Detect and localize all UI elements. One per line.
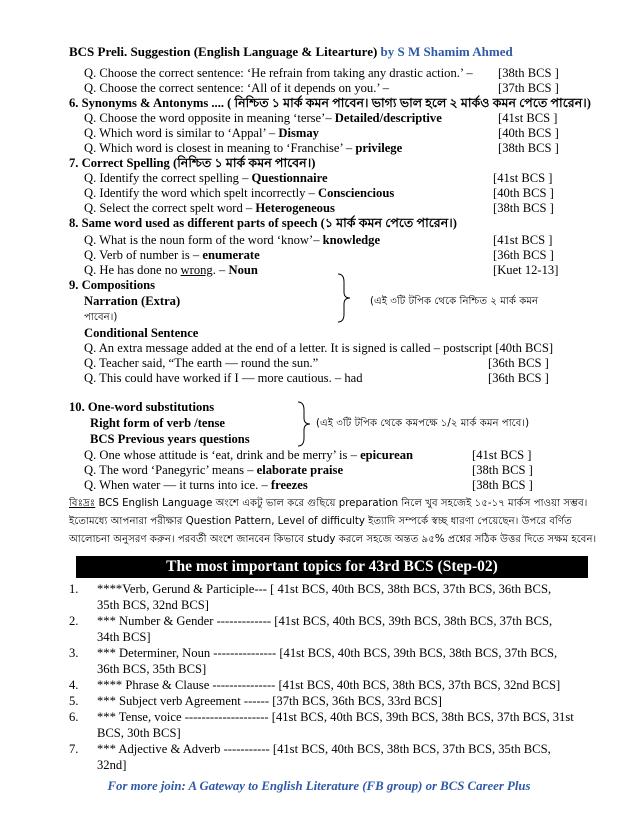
- question-line: Q. Verb of number is – enumerate: [84, 248, 260, 262]
- question-line: Q. Which word is closest in meaning to ‘Franchise’ – privilege: [84, 141, 403, 155]
- right-brace-icon: [336, 272, 352, 324]
- section-heading: 10. One-word substitutions: [69, 400, 215, 414]
- note-label: বিঃদ্রঃ: [69, 498, 96, 509]
- question-line: Q. This could have worked if I — more cautious. – had: [84, 371, 363, 385]
- section-heading: 8. Same word used as different parts of speech (১ মার্ক কমন পেতে পারেন।): [69, 216, 457, 230]
- question-line: Q. When water — it turns into ice. – freezes: [84, 478, 308, 492]
- bcs-ref: [36th BCS ]: [488, 371, 549, 385]
- bcs-ref: [Kuet 12-13]: [493, 263, 559, 277]
- question-line: Q. The word ‘Panegyric’ means – elaborate praise: [84, 463, 344, 477]
- topics-banner: The most important topics for 43rd BCS (Step-02): [76, 556, 588, 578]
- conditional-label: Conditional Sentence: [84, 326, 199, 340]
- topic-line-continued: 35th BCS, 32nd BCS]: [97, 598, 209, 612]
- question-line: Q. Choose the word opposite in meaning ‘terse’– Detailed/descriptive: [84, 111, 442, 125]
- topic-line-continued: 36th BCS, 35th BCS]: [97, 662, 207, 676]
- question-line: Q. An extra message added at the end of a letter. It is signed is called – postscript [40th BCS]: [84, 341, 554, 355]
- bcs-ref: [41st BCS ]: [493, 171, 553, 185]
- question-line: Q. Choose the correct sentence: ‘He refrain from taking any drastic action.’ –: [84, 66, 473, 80]
- topic-line: ****Verb, Gerund & Participle--- [ 41st BCS, 40th BCS, 38th BCS, 37th BCS, 36th BCS,: [97, 582, 552, 596]
- question-line: Q. He has done no wrong. – Noun: [84, 263, 258, 277]
- footer-text: For more join: A Gateway to English Literature (FB group) or BCS Career Plus: [107, 779, 531, 793]
- topic-number: 5.: [69, 694, 79, 708]
- question-line: Q. One whose attitude is ‘eat, drink and be merry’ is – epicurean: [84, 448, 414, 462]
- narration-note-continued: পাবেন।): [84, 312, 118, 323]
- note-paragraph-line: বিঃদ্রঃ BCS English Language অংশে একটু ভাল করে গুছিয়ে preparation নিলে খুব সহজেই ১৫-১৭ মার্কস পাওয়া সম্ভব।: [69, 498, 588, 509]
- header-author: by S M Shamim Ahmed: [380, 44, 513, 59]
- bcs-ref: [38th BCS ]: [498, 66, 559, 80]
- question-line: Q. Teacher said, “The earth — round the sun.”: [84, 356, 319, 370]
- topic-number: 6.: [69, 710, 79, 724]
- bcs-ref: [36th BCS ]: [493, 248, 554, 262]
- bcs-ref: [41st BCS ]: [472, 448, 532, 462]
- topic-number: 2.: [69, 614, 79, 628]
- bcs-ref: [38th BCS ]: [493, 201, 554, 215]
- question-line: Q. Identify the correct spelling – Questionnaire: [84, 171, 328, 185]
- narration-label: Narration (Extra): [84, 294, 181, 308]
- bcs-ref: [38th BCS ]: [498, 141, 559, 155]
- bcs-ref: [40th BCS ]: [493, 186, 554, 200]
- document-header: [69, 44, 513, 59]
- bcs-ref: [38th BCS ]: [472, 478, 533, 492]
- question-line: Q. Select the correct spelt word – Heterogeneous: [84, 201, 335, 215]
- bcs-ref: [36th BCS ]: [488, 356, 549, 370]
- topic-line: *** Tense, voice -------------------- [41st BCS, 40th BCS, 39th BCS, 38th BCS, 37th BCS, 31st: [97, 710, 574, 724]
- oneword-note: (এই ৩টি টপিক থেকে কমপক্ষে ১/২ মার্ক কমন পাবে।): [316, 418, 530, 429]
- section-heading: 9. Compositions: [69, 278, 156, 292]
- topic-number: 3.: [69, 646, 79, 660]
- bcs-ref: [41st BCS ]: [493, 233, 553, 247]
- topic-number: 7.: [69, 742, 79, 756]
- bcs-ref: [37th BCS ]: [498, 81, 559, 95]
- note-paragraph-line: আলোচনা অনুসরণ করুন। পরবর্তী অংশে জানবেন কিভাবে study করলে সহজে অন্তত ৯৫% প্রশ্নের সঠিক উত্তর দিতে সক্ষম হবেন।: [69, 534, 597, 545]
- header-title: BCS Preli. Suggestion (English Language & Litearture): [69, 44, 378, 59]
- topic-line: *** Adjective & Adverb ----------- [41st BCS, 40th BCS, 38th BCS, 37th BCS, 35th BCS,: [97, 742, 551, 756]
- topic-line: *** Determiner, Noun --------------- [41st BCS, 40th BCS, 39th BCS, 38th BCS, 37th BCS,: [97, 646, 558, 660]
- topic-number: 1.: [69, 582, 79, 596]
- topic-line-continued: 34th BCS]: [97, 630, 151, 644]
- subtopic-label: BCS Previous years questions: [90, 432, 250, 446]
- question-line: Q. What is the noun form of the word ‘know’– knowledge: [84, 233, 381, 247]
- section-heading: 7. Correct Spelling (নিশ্চিত ১ মার্ক কমন পাবেন।): [69, 156, 316, 170]
- note-paragraph-line: ইতোমধ্যে আপনারা পরীক্ষার Question Pattern, Level of difficulty ইত্যাদি সম্পর্কে স্বচ্ছ ধারণা পেয়েছেন। উপরে বর্ণিত: [69, 516, 572, 527]
- topic-line: *** Number & Gender ------------- [41st BCS, 40th BCS, 39th BCS, 38th BCS, 37th BCS,: [97, 614, 553, 628]
- question-line: Q. Choose the correct sentence: ‘All of it depends on you.’ –: [84, 81, 390, 95]
- question-line: Q. Identify the word which spelt incorrectly – Consciencious: [84, 186, 395, 200]
- topic-line-continued: BCS, 30th BCS]: [97, 726, 181, 740]
- section-heading: 6. Synonyms & Antonyms .... ( নিশ্চিত ১ মার্ক কমন পাবেন। ভাগ্য ভাল হলে ২ মার্কও কমন পেতে পারেন।): [69, 96, 591, 110]
- right-brace-icon: [296, 400, 312, 448]
- topic-line: *** Subject verb Agreement ------ [37th BCS, 36th BCS, 33rd BCS]: [97, 694, 442, 708]
- narration-note: (এই ৩টি টপিক থেকে নিশ্চিত ২ মার্ক কমন: [370, 296, 539, 307]
- subtopic-label: Right form of verb /tense: [90, 416, 226, 430]
- topic-line-continued: 32nd]: [97, 758, 127, 772]
- topic-line: **** Phrase & Clause --------------- [41st BCS, 40th BCS, 38th BCS, 37th BCS, 32nd BCS]: [97, 678, 561, 692]
- topic-number: 4.: [69, 678, 79, 692]
- question-line: Q. Which word is similar to ‘Appal’ – Dismay: [84, 126, 319, 140]
- bcs-ref: [41st BCS ]: [498, 111, 558, 125]
- bcs-ref: [38th BCS ]: [472, 463, 533, 477]
- bcs-ref: [40th BCS ]: [498, 126, 559, 140]
